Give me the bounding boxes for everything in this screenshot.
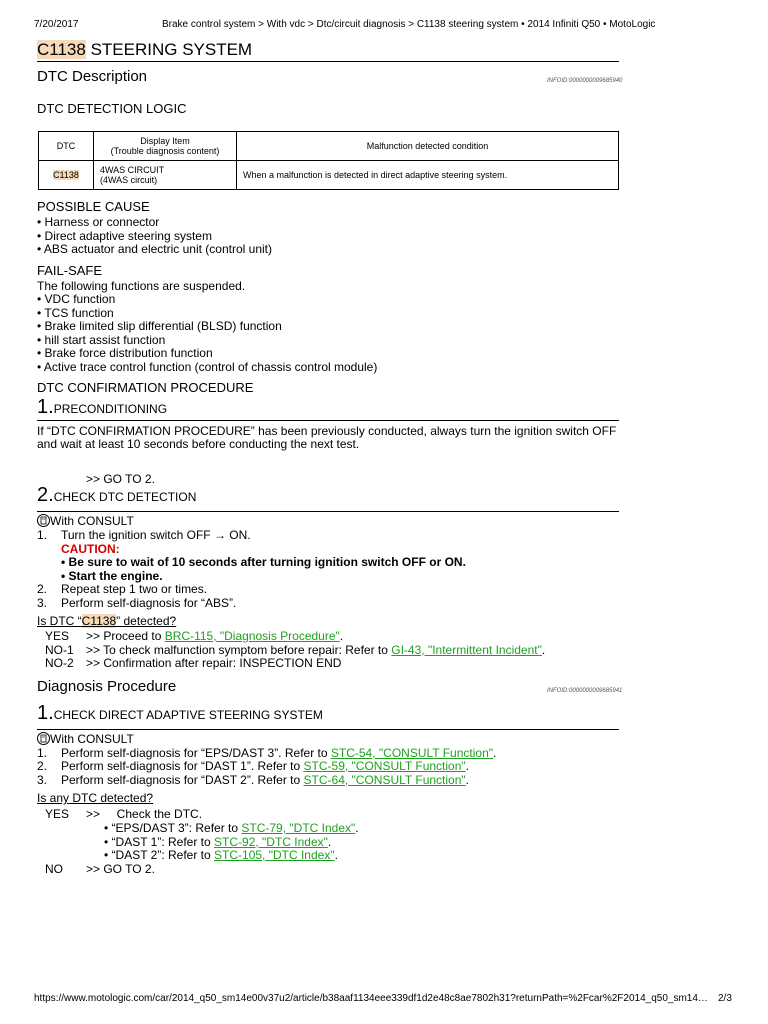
page-title: C1138 STEERING SYSTEM <box>37 40 253 59</box>
answer-yes-label: YES <box>45 807 70 821</box>
answer-no2-label: NO-2 <box>45 656 74 670</box>
dtc-description-heading: DTC Description <box>37 68 148 85</box>
link-stc-92[interactable]: STC-92, "DTC Index" <box>214 835 328 849</box>
dtc-table <box>38 131 619 190</box>
link-gi-43[interactable]: GI-43, "Intermittent Incident" <box>391 643 542 657</box>
fail-safe-heading: FAIL-SAFE <box>37 263 103 278</box>
list-item: • ABS actuator and electric unit (control unit) <box>37 242 272 256</box>
print-url: https://www.motologic.com/car/2014_q50_sm14e00v37u2/article/b38aaf1134eee339df1d2e48c8ae7802h31?returnPath=%2Fcar%2F2014_q50_sm14… <box>34 993 708 1004</box>
print-page-number: 2/3 <box>718 993 732 1004</box>
header-dtc: DTC <box>39 132 94 161</box>
step-1-text-line-1: If “DTC CONFIRMATION PROCEDURE” has been previously conducted, always turn the ignition switch OFF <box>37 424 617 438</box>
list-item: • VDC function <box>37 292 116 306</box>
step-2-rule <box>37 511 619 512</box>
answer-yes-label: YES <box>45 629 70 643</box>
answer-yes-text: >> Proceed to BRC-115, "Diagnosis Procedure". <box>86 629 344 643</box>
fail-safe-intro: The following functions are suspended. <box>37 279 246 293</box>
step-line: 3. <box>37 773 48 787</box>
possible-cause-heading: POSSIBLE CAUSE <box>37 199 150 214</box>
step-text: Perform self-diagnosis for “EPS/DAST 3”. Refer to STC-54, "CONSULT Function". <box>61 746 497 760</box>
list-item: • TCS function <box>37 306 114 320</box>
consult-icon <box>37 732 50 745</box>
table-row <box>39 161 619 190</box>
answer-no2-text: >> Confirmation after repair: INSPECTION END <box>86 656 342 670</box>
header-condition: Malfunction detected condition <box>237 132 619 161</box>
table-header-row <box>39 132 619 161</box>
step-line: 3. <box>37 596 48 610</box>
step-text: Perform self-diagnosis for “DAST 1”. Refer to STC-59, "CONSULT Function". <box>61 759 469 773</box>
answer-yes-text: >> Check the DTC. <box>86 807 203 821</box>
step-text: Perform self-diagnosis for “DAST 2”. Refer to STC-64, "CONSULT Function". <box>61 773 469 787</box>
infoid-1: INFOID:0000000009685940 <box>547 78 623 84</box>
print-page-title: Brake control system > With vdc > Dtc/circuit diagnosis > C1138 steering system • 2014 Infiniti Q50 • MotoLogic <box>162 19 656 30</box>
index-item: • “EPS/DAST 3”: Refer to STC-79, "DTC Index". <box>104 821 359 835</box>
link-stc-79[interactable]: STC-79, "DTC Index" <box>241 821 356 835</box>
answer-no-text: >> GO TO 2. <box>86 862 155 876</box>
list-item: • Harness or connector <box>37 215 160 229</box>
list-item: • Brake force distribution function <box>37 346 213 360</box>
step-text: Turn the ignition switch OFF → ON. <box>61 528 251 542</box>
print-date: 7/20/2017 <box>34 19 79 30</box>
answer-no1-text: >> To check malfunction symptom before repair: Refer to GI-43, "Intermittent Incident". <box>86 643 546 657</box>
cell-dtc: C1138 <box>39 161 94 190</box>
with-consult-line: With CONSULT <box>37 514 134 528</box>
goto-2-text: >> GO TO 2. <box>86 472 155 486</box>
list-item: • Direct adaptive steering system <box>37 229 212 243</box>
step-line: 2. <box>37 582 48 596</box>
step-line: 1. <box>37 528 48 542</box>
list-item: • hill start assist function <box>37 333 166 347</box>
step-1-rule <box>37 420 619 421</box>
step-1-text-line-2: and wait at least 10 seconds before conducting the next test. <box>37 437 360 451</box>
step-text: Perform self-diagnosis for “ABS”. <box>61 596 237 610</box>
header-display-item: Display Item (Trouble diagnosis content) <box>94 132 237 161</box>
link-stc-54[interactable]: STC-54, "CONSULT Function" <box>330 746 493 760</box>
step-line: 1. <box>37 746 48 760</box>
step-text: Repeat step 1 two or times. <box>61 582 208 596</box>
cell-display-item: 4WAS CIRCUIT (4WAS circuit) <box>94 161 237 190</box>
index-item: • “DAST 1”: Refer to STC-92, "DTC Index". <box>104 835 332 849</box>
step-2-heading: 2.CHECK DTC DETECTION <box>37 484 197 506</box>
index-item: • “DAST 2”: Refer to STC-105, "DTC Index". <box>104 848 338 862</box>
link-stc-64[interactable]: STC-64, "CONSULT Function" <box>303 773 466 787</box>
title-rule <box>37 61 619 62</box>
step-line: 2. <box>37 759 48 773</box>
cell-condition: When a malfunction is detected in direct adaptive steering system. <box>237 161 619 190</box>
any-dtc-question: Is any DTC detected? <box>37 791 154 805</box>
dtc-code-highlight: C1138 <box>37 40 86 59</box>
confirmation-heading: DTC CONFIRMATION PROCEDURE <box>37 380 254 395</box>
with-consult-line: With CONSULT <box>37 732 134 746</box>
caution-item: • Be sure to wait of 10 seconds after turning ignition switch OFF or ON. <box>61 555 466 569</box>
infoid-2: INFOID:0000000009685941 <box>547 688 623 694</box>
link-stc-105[interactable]: STC-105, "DTC Index" <box>214 848 335 862</box>
caution-label: CAUTION: <box>61 542 120 556</box>
link-brc-115[interactable]: BRC-115, "Diagnosis Procedure" <box>164 629 340 643</box>
diagnosis-heading: Diagnosis Procedure <box>37 678 177 695</box>
answer-no1-label: NO-1 <box>45 643 74 657</box>
caution-item: • Start the engine. <box>61 569 163 583</box>
list-item: • Active trace control function (control of chassis control module) <box>37 360 378 374</box>
diag-step-1-rule <box>37 729 619 730</box>
detection-logic-heading: DTC DETECTION LOGIC <box>37 101 187 116</box>
diag-step-1-heading: 1.CHECK DIRECT ADAPTIVE STEERING SYSTEM <box>37 702 323 724</box>
link-stc-59[interactable]: STC-59, "CONSULT Function" <box>303 759 466 773</box>
list-item: • Brake limited slip differential (BLSD) function <box>37 319 282 333</box>
consult-icon <box>37 514 50 527</box>
answer-no-label: NO <box>45 862 63 876</box>
step-1-heading: 1.PRECONDITIONING <box>37 396 168 418</box>
dtc-question: Is DTC “C1138” detected? <box>37 614 177 628</box>
